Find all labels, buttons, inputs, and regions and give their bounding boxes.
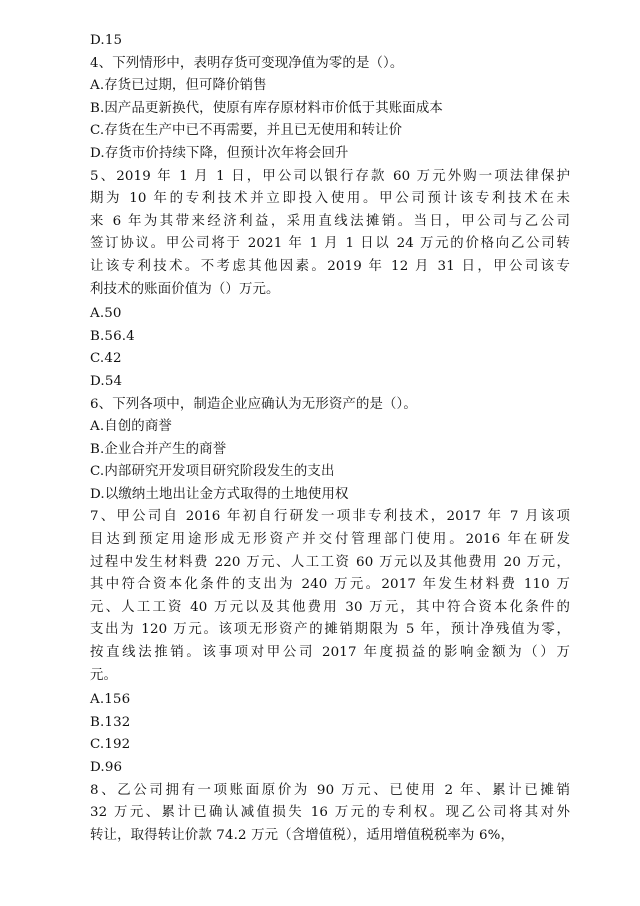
q5-line: 利技术的账面价值为（）万元。 — [90, 281, 280, 297]
question-6 — [90, 394, 570, 507]
question-8 — [90, 780, 570, 848]
q5-options — [90, 303, 570, 393]
q7-line: 支出为 120 万元。该项无形资产的摊销期限为 5 年，预计净残值为零， — [90, 622, 570, 638]
q7-option-d: D.96 — [90, 760, 123, 775]
q7-line: 按直线法推销。该事项对甲公司 2017 年度损益的影响金额为（）万 — [90, 645, 570, 661]
q5-option-c: C.42 — [90, 351, 122, 367]
top-block — [90, 30, 570, 166]
q7-options — [90, 689, 570, 779]
q5-option-b: B.56.4 — [90, 328, 135, 344]
q4-option-b: B.因产品更新换代，使原有库存原材料市价低于其账面成本 — [90, 100, 443, 116]
q7-line: 7、甲公司自 2016 年初自行研发一项非专利技术，2017 年 7 月该项 — [90, 509, 570, 525]
q5-option-d: D.54 — [90, 373, 123, 389]
q4-option-c: C.存货在生产中已不再需要，并且已无使用和转让价 — [90, 123, 403, 139]
question-4: 4、下列情形中，表明存货可变现净值为零的是（）。 — [90, 55, 404, 71]
q8-line: 8、乙公司拥有一项账面原价为 90 万元、已使用 2 年、累计已摊销 — [90, 782, 570, 798]
q7-option-a: A.156 — [90, 692, 131, 708]
q7-line: 目达到预定用途形成无形资产并交付管理部门使用。2016 年在研发 — [90, 532, 570, 548]
q8-line: 转让，取得转让价款 74.2 万元（含增值税），适用增值税税率为 6%， — [90, 827, 515, 843]
q7-line: 元。 — [90, 667, 118, 683]
q4-option-a: A.存货已过期，但可降价销售 — [90, 78, 267, 94]
q7-line: 元、人工工资 40 万元以及其他费用 30 万元，其中符合资本化条件的 — [90, 599, 570, 615]
q4-option-d: D.存货市价持续下降，但预计次年将会回升 — [90, 145, 349, 161]
q7-option-b: B.132 — [90, 714, 131, 730]
q5-line: 5、2019 年 1 月 1 日，甲公司以银行存款 60 万元外购一项法律保护 — [90, 168, 570, 184]
question-7 — [90, 506, 570, 687]
q7-line: 过程中发生材料费 220 万元、人工工资 60 万元以及其他费用 20 万元， — [90, 554, 570, 570]
q6-stem: 6、下列各项中，制造企业应确认为无形资产的是（）。 — [90, 396, 417, 412]
q5-line: 期为 10 年的专利技术并立即投入使用。甲公司预计该专利技术在未 — [90, 191, 570, 207]
option-d-q3: D.15 — [90, 33, 123, 48]
q7-line: 其中符合资本化条件的支出为 240 万元。2017 年发生材料费 110 万 — [90, 577, 570, 593]
q6-option-d: D.以缴纳土地出让金方式取得的土地使用权 — [90, 486, 349, 502]
q5-option-a: A.50 — [90, 306, 122, 322]
question-5 — [90, 166, 570, 302]
q5-line: 来 6 年为其带来经济利益，采用直线法摊销。当日，甲公司与乙公司 — [90, 213, 570, 229]
q6-option-b: B.企业合并产生的商誉 — [90, 441, 227, 457]
q6-option-c: C.内部研究开发项目研究阶段发生的支出 — [90, 464, 335, 480]
q8-line: 32 万元、累计已确认减值损失 16 万元的专利权。现乙公司将其对外 — [90, 805, 570, 821]
q7-option-c: C.192 — [90, 737, 131, 753]
q5-line: 签订协议。甲公司将于 2021 年 1 月 1 日以 24 万元的价格向乙公司转 — [90, 236, 570, 252]
q5-line: 让该专利技术。不考虑其他因素。2019 年 12 月 31 日，甲公司该专 — [90, 258, 570, 274]
q6-option-a: A.自创的商誉 — [90, 419, 172, 435]
